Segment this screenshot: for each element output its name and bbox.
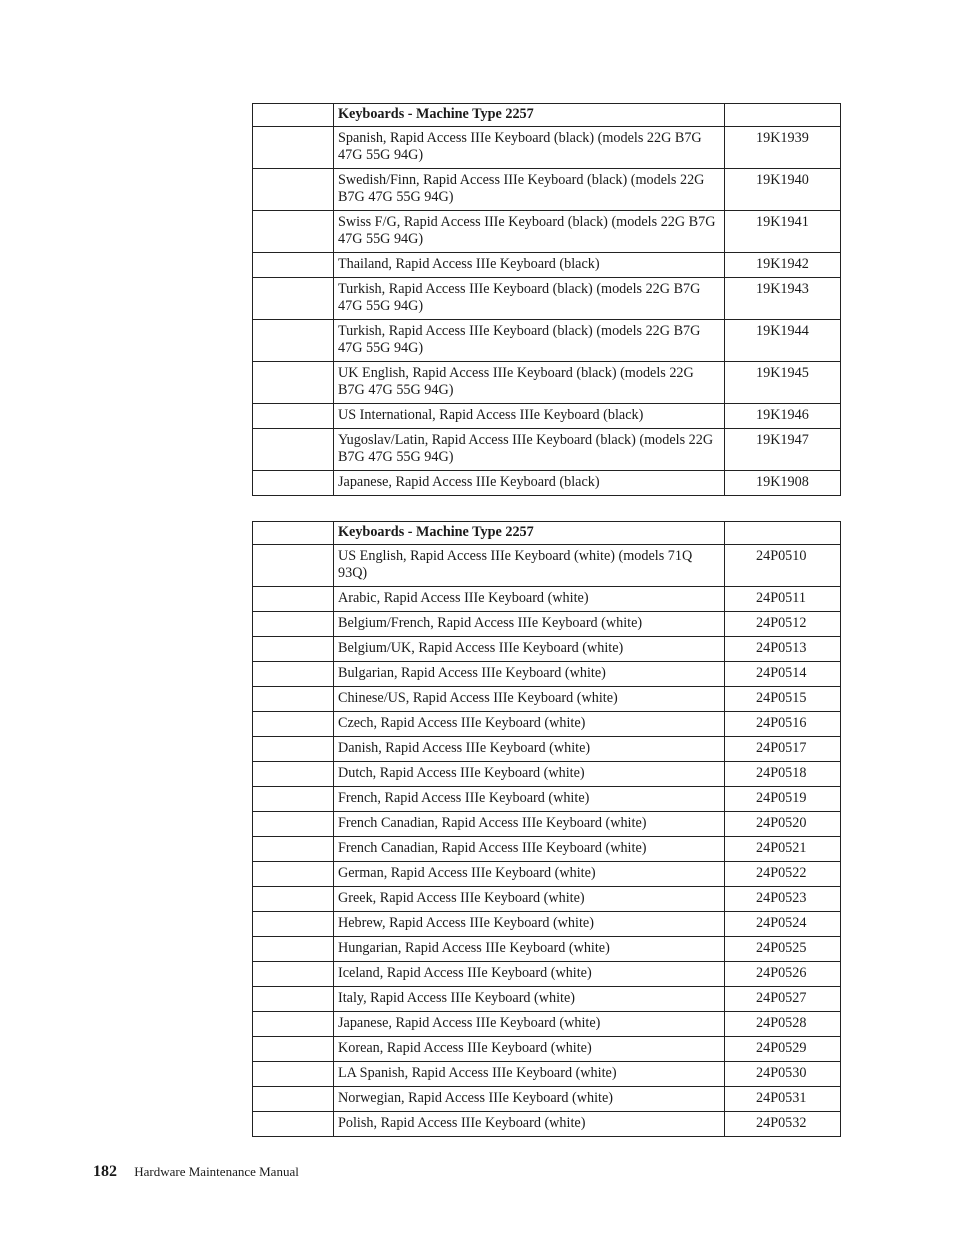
index-cell	[253, 362, 334, 404]
fru-number-cell: 19K1943	[725, 278, 841, 320]
page-footer	[93, 1163, 299, 1181]
description-cell: US English, Rapid Access IIIe Keyboard (white) (models 71Q 93Q)	[334, 545, 725, 587]
index-cell	[253, 211, 334, 253]
index-cell	[253, 127, 334, 169]
description-cell: Polish, Rapid Access IIIe Keyboard (white)	[334, 1112, 725, 1137]
fru-number-cell: 24P0523	[725, 887, 841, 912]
table-row	[253, 320, 841, 362]
fru-number-cell: 24P0526	[725, 962, 841, 987]
table-row	[253, 937, 841, 962]
description-cell: French, Rapid Access IIIe Keyboard (white)	[334, 787, 725, 812]
fru-number-cell: 19K1941	[725, 211, 841, 253]
description-cell: French Canadian, Rapid Access IIIe Keyboard (white)	[334, 812, 725, 837]
table-header-row	[253, 104, 841, 127]
fru-number-cell: 19K1947	[725, 429, 841, 471]
index-cell	[253, 662, 334, 687]
table-row	[253, 471, 841, 496]
index-cell	[253, 862, 334, 887]
fru-number-cell: 24P0518	[725, 762, 841, 787]
table-row	[253, 987, 841, 1012]
description-cell: Thailand, Rapid Access IIIe Keyboard (black)	[334, 253, 725, 278]
table-row	[253, 211, 841, 253]
fru-number-cell: 19K1908	[725, 471, 841, 496]
description-header: Keyboards - Machine Type 2257	[334, 104, 725, 127]
description-cell: Spanish, Rapid Access IIIe Keyboard (black) (models 22G B7G 47G 55G 94G)	[334, 127, 725, 169]
fru-number-cell: 19K1944	[725, 320, 841, 362]
table-row	[253, 787, 841, 812]
fru-number-cell: 24P0517	[725, 737, 841, 762]
fru-number-cell: 19K1946	[725, 404, 841, 429]
index-cell	[253, 887, 334, 912]
fru-number-cell: 24P0530	[725, 1062, 841, 1087]
index-cell	[253, 837, 334, 862]
table-row	[253, 169, 841, 211]
fru-table-white-keyboards	[252, 521, 841, 1137]
description-cell: Arabic, Rapid Access IIIe Keyboard (white)	[334, 587, 725, 612]
index-header-cell	[253, 522, 334, 545]
description-cell: Swiss F/G, Rapid Access IIIe Keyboard (black) (models 22G B7G 47G 55G 94G)	[334, 211, 725, 253]
fru-number-cell: 24P0519	[725, 787, 841, 812]
index-header-cell	[253, 104, 334, 127]
index-cell	[253, 712, 334, 737]
fru-number-cell: 24P0522	[725, 862, 841, 887]
description-cell: Greek, Rapid Access IIIe Keyboard (white)	[334, 887, 725, 912]
description-cell: LA Spanish, Rapid Access IIIe Keyboard (white)	[334, 1062, 725, 1087]
description-cell: Japanese, Rapid Access IIIe Keyboard (white)	[334, 1012, 725, 1037]
index-cell	[253, 637, 334, 662]
fru-number-cell: 24P0527	[725, 987, 841, 1012]
table-header-row	[253, 522, 841, 545]
table-row	[253, 127, 841, 169]
index-cell	[253, 737, 334, 762]
table-row	[253, 712, 841, 737]
fru-number-cell: 24P0521	[725, 837, 841, 862]
table-row	[253, 545, 841, 587]
index-cell	[253, 545, 334, 587]
fru-number-cell: 24P0520	[725, 812, 841, 837]
table-row	[253, 912, 841, 937]
fru-number-cell: 24P0532	[725, 1112, 841, 1137]
fru-number-cell: 24P0531	[725, 1087, 841, 1112]
table-body	[253, 127, 841, 496]
description-cell: Yugoslav/Latin, Rapid Access IIIe Keyboard (black) (models 22G B7G 47G 55G 94G)	[334, 429, 725, 471]
fru-number-cell: 24P0529	[725, 1037, 841, 1062]
table-row	[253, 1062, 841, 1087]
fru-number-cell: 24P0515	[725, 687, 841, 712]
table-row	[253, 962, 841, 987]
table-row	[253, 662, 841, 687]
fru-number-cell: 24P0516	[725, 712, 841, 737]
description-cell: Czech, Rapid Access IIIe Keyboard (white)	[334, 712, 725, 737]
index-cell	[253, 762, 334, 787]
table-row	[253, 1012, 841, 1037]
table-row	[253, 429, 841, 471]
description-cell: Korean, Rapid Access IIIe Keyboard (white)	[334, 1037, 725, 1062]
table-row	[253, 637, 841, 662]
index-cell	[253, 1062, 334, 1087]
fru-number-cell: 24P0513	[725, 637, 841, 662]
fru-number-cell: 24P0528	[725, 1012, 841, 1037]
fru-number-cell: 19K1940	[725, 169, 841, 211]
description-cell: French Canadian, Rapid Access IIIe Keyboard (white)	[334, 837, 725, 862]
description-cell: Iceland, Rapid Access IIIe Keyboard (white)	[334, 962, 725, 987]
description-header: Keyboards - Machine Type 2257	[334, 522, 725, 545]
index-cell	[253, 937, 334, 962]
manual-title: Hardware Maintenance Manual	[134, 1164, 299, 1179]
table-row	[253, 687, 841, 712]
index-cell	[253, 429, 334, 471]
table-row	[253, 612, 841, 637]
index-cell	[253, 587, 334, 612]
table-row	[253, 362, 841, 404]
table-row	[253, 1087, 841, 1112]
table-row	[253, 737, 841, 762]
description-cell: Hebrew, Rapid Access IIIe Keyboard (white)	[334, 912, 725, 937]
table-row	[253, 278, 841, 320]
index-cell	[253, 812, 334, 837]
table-row	[253, 253, 841, 278]
fru-number-cell: 19K1945	[725, 362, 841, 404]
description-cell: Norwegian, Rapid Access IIIe Keyboard (white)	[334, 1087, 725, 1112]
description-cell: Japanese, Rapid Access IIIe Keyboard (black)	[334, 471, 725, 496]
fru-number-cell: 24P0524	[725, 912, 841, 937]
fru-number-cell: 24P0512	[725, 612, 841, 637]
index-cell	[253, 962, 334, 987]
table-row	[253, 587, 841, 612]
table-row	[253, 762, 841, 787]
description-cell: Chinese/US, Rapid Access IIIe Keyboard (white)	[334, 687, 725, 712]
fru-header-cell	[725, 104, 841, 127]
fru-number-cell: 24P0511	[725, 587, 841, 612]
fru-table-black-keyboards	[252, 103, 841, 496]
description-cell: Danish, Rapid Access IIIe Keyboard (white)	[334, 737, 725, 762]
description-cell: Hungarian, Rapid Access IIIe Keyboard (white)	[334, 937, 725, 962]
index-cell	[253, 1112, 334, 1137]
index-cell	[253, 612, 334, 637]
page-number: 182	[93, 1163, 117, 1180]
index-cell	[253, 1087, 334, 1112]
description-cell: Turkish, Rapid Access IIIe Keyboard (black) (models 22G B7G 47G 55G 94G)	[334, 278, 725, 320]
index-cell	[253, 278, 334, 320]
description-cell: Bulgarian, Rapid Access IIIe Keyboard (white)	[334, 662, 725, 687]
table-row	[253, 887, 841, 912]
description-cell: UK English, Rapid Access IIIe Keyboard (black) (models 22G B7G 47G 55G 94G)	[334, 362, 725, 404]
index-cell	[253, 787, 334, 812]
fru-number-cell: 19K1939	[725, 127, 841, 169]
description-cell: Belgium/French, Rapid Access IIIe Keyboard (white)	[334, 612, 725, 637]
index-cell	[253, 169, 334, 211]
table-row	[253, 1037, 841, 1062]
description-cell: Italy, Rapid Access IIIe Keyboard (white)	[334, 987, 725, 1012]
description-cell: German, Rapid Access IIIe Keyboard (white)	[334, 862, 725, 887]
fru-header-cell	[725, 522, 841, 545]
description-cell: Dutch, Rapid Access IIIe Keyboard (white)	[334, 762, 725, 787]
fru-number-cell: 24P0514	[725, 662, 841, 687]
index-cell	[253, 1012, 334, 1037]
index-cell	[253, 1037, 334, 1062]
table-row	[253, 1112, 841, 1137]
table-row	[253, 862, 841, 887]
description-cell: Turkish, Rapid Access IIIe Keyboard (black) (models 22G B7G 47G 55G 94G)	[334, 320, 725, 362]
description-cell: US International, Rapid Access IIIe Keyboard (black)	[334, 404, 725, 429]
index-cell	[253, 912, 334, 937]
fru-number-cell: 19K1942	[725, 253, 841, 278]
table-row	[253, 837, 841, 862]
table-row	[253, 404, 841, 429]
index-cell	[253, 404, 334, 429]
fru-number-cell: 24P0510	[725, 545, 841, 587]
index-cell	[253, 320, 334, 362]
description-cell: Swedish/Finn, Rapid Access IIIe Keyboard (black) (models 22G B7G 47G 55G 94G)	[334, 169, 725, 211]
table-body	[253, 545, 841, 1137]
index-cell	[253, 471, 334, 496]
table-row	[253, 812, 841, 837]
index-cell	[253, 253, 334, 278]
index-cell	[253, 987, 334, 1012]
index-cell	[253, 687, 334, 712]
fru-number-cell: 24P0525	[725, 937, 841, 962]
description-cell: Belgium/UK, Rapid Access IIIe Keyboard (white)	[334, 637, 725, 662]
